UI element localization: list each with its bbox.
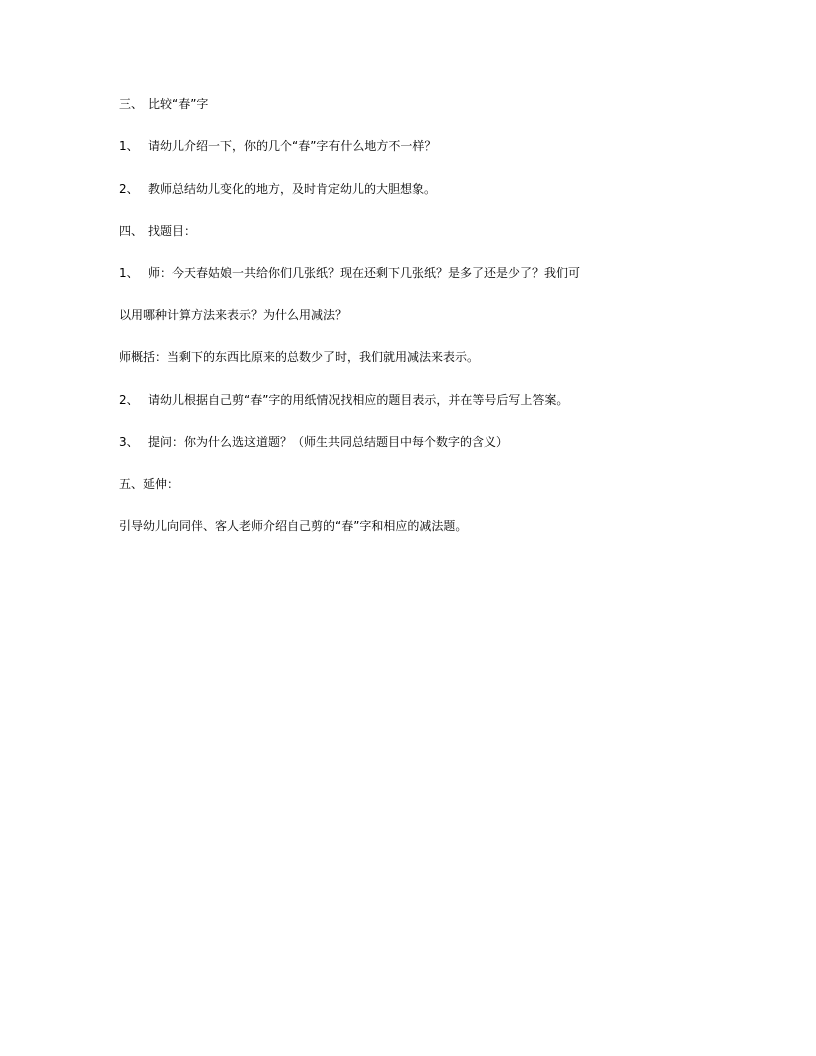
list-item: [119, 393, 568, 407]
list-item: [119, 266, 580, 280]
paragraph-continuation: [119, 308, 347, 322]
section-heading-4: [119, 224, 196, 238]
section-title: 五、延伸：: [119, 477, 180, 491]
list-text: 请幼儿根据自己剪“春”字的用纸情况找相应的题目表示，并在等号后写上答案。: [148, 393, 569, 407]
paragraph-text: 引导幼儿向同伴、客人老师介绍自己剪的“春”字和相应的减法题。: [119, 519, 468, 533]
list-number: 1、: [119, 139, 139, 153]
paragraph-text: 以用哪种计算方法来表示？为什么用减法？: [119, 308, 348, 322]
list-text: 提问：你为什么选这道题？（师生共同总结题目中每个数字的含义）: [148, 435, 509, 449]
paragraph-text: 师概括：当剩下的东西比原来的总数少了时，我们就用减法来表示。: [119, 350, 480, 364]
list-text: 师：今天春姑娘一共给你们几张纸？现在还剩下几张纸？是多了还是少了？我们可: [148, 266, 581, 280]
list-item: [119, 182, 436, 196]
paragraph: [119, 519, 467, 533]
list-number: 2、: [119, 393, 139, 407]
list-number: 1、: [119, 266, 139, 280]
list-number: 2、: [119, 182, 139, 196]
section-number: 三、: [119, 97, 144, 111]
list-item: [119, 139, 436, 153]
section-title: 比较“春”字: [148, 97, 209, 111]
section-number: 四、: [119, 224, 144, 238]
paragraph: [119, 350, 479, 364]
section-title: 找题目：: [148, 224, 197, 238]
list-text: 教师总结幼儿变化的地方，及时肯定幼儿的大胆想象。: [148, 182, 437, 196]
section-heading-3: [119, 97, 208, 111]
list-number: 3、: [119, 435, 139, 449]
list-text: 请幼儿介绍一下，你的几个“春”字有什么地方不一样？: [148, 139, 437, 153]
list-item: [119, 435, 508, 449]
section-heading-5: [119, 477, 179, 491]
